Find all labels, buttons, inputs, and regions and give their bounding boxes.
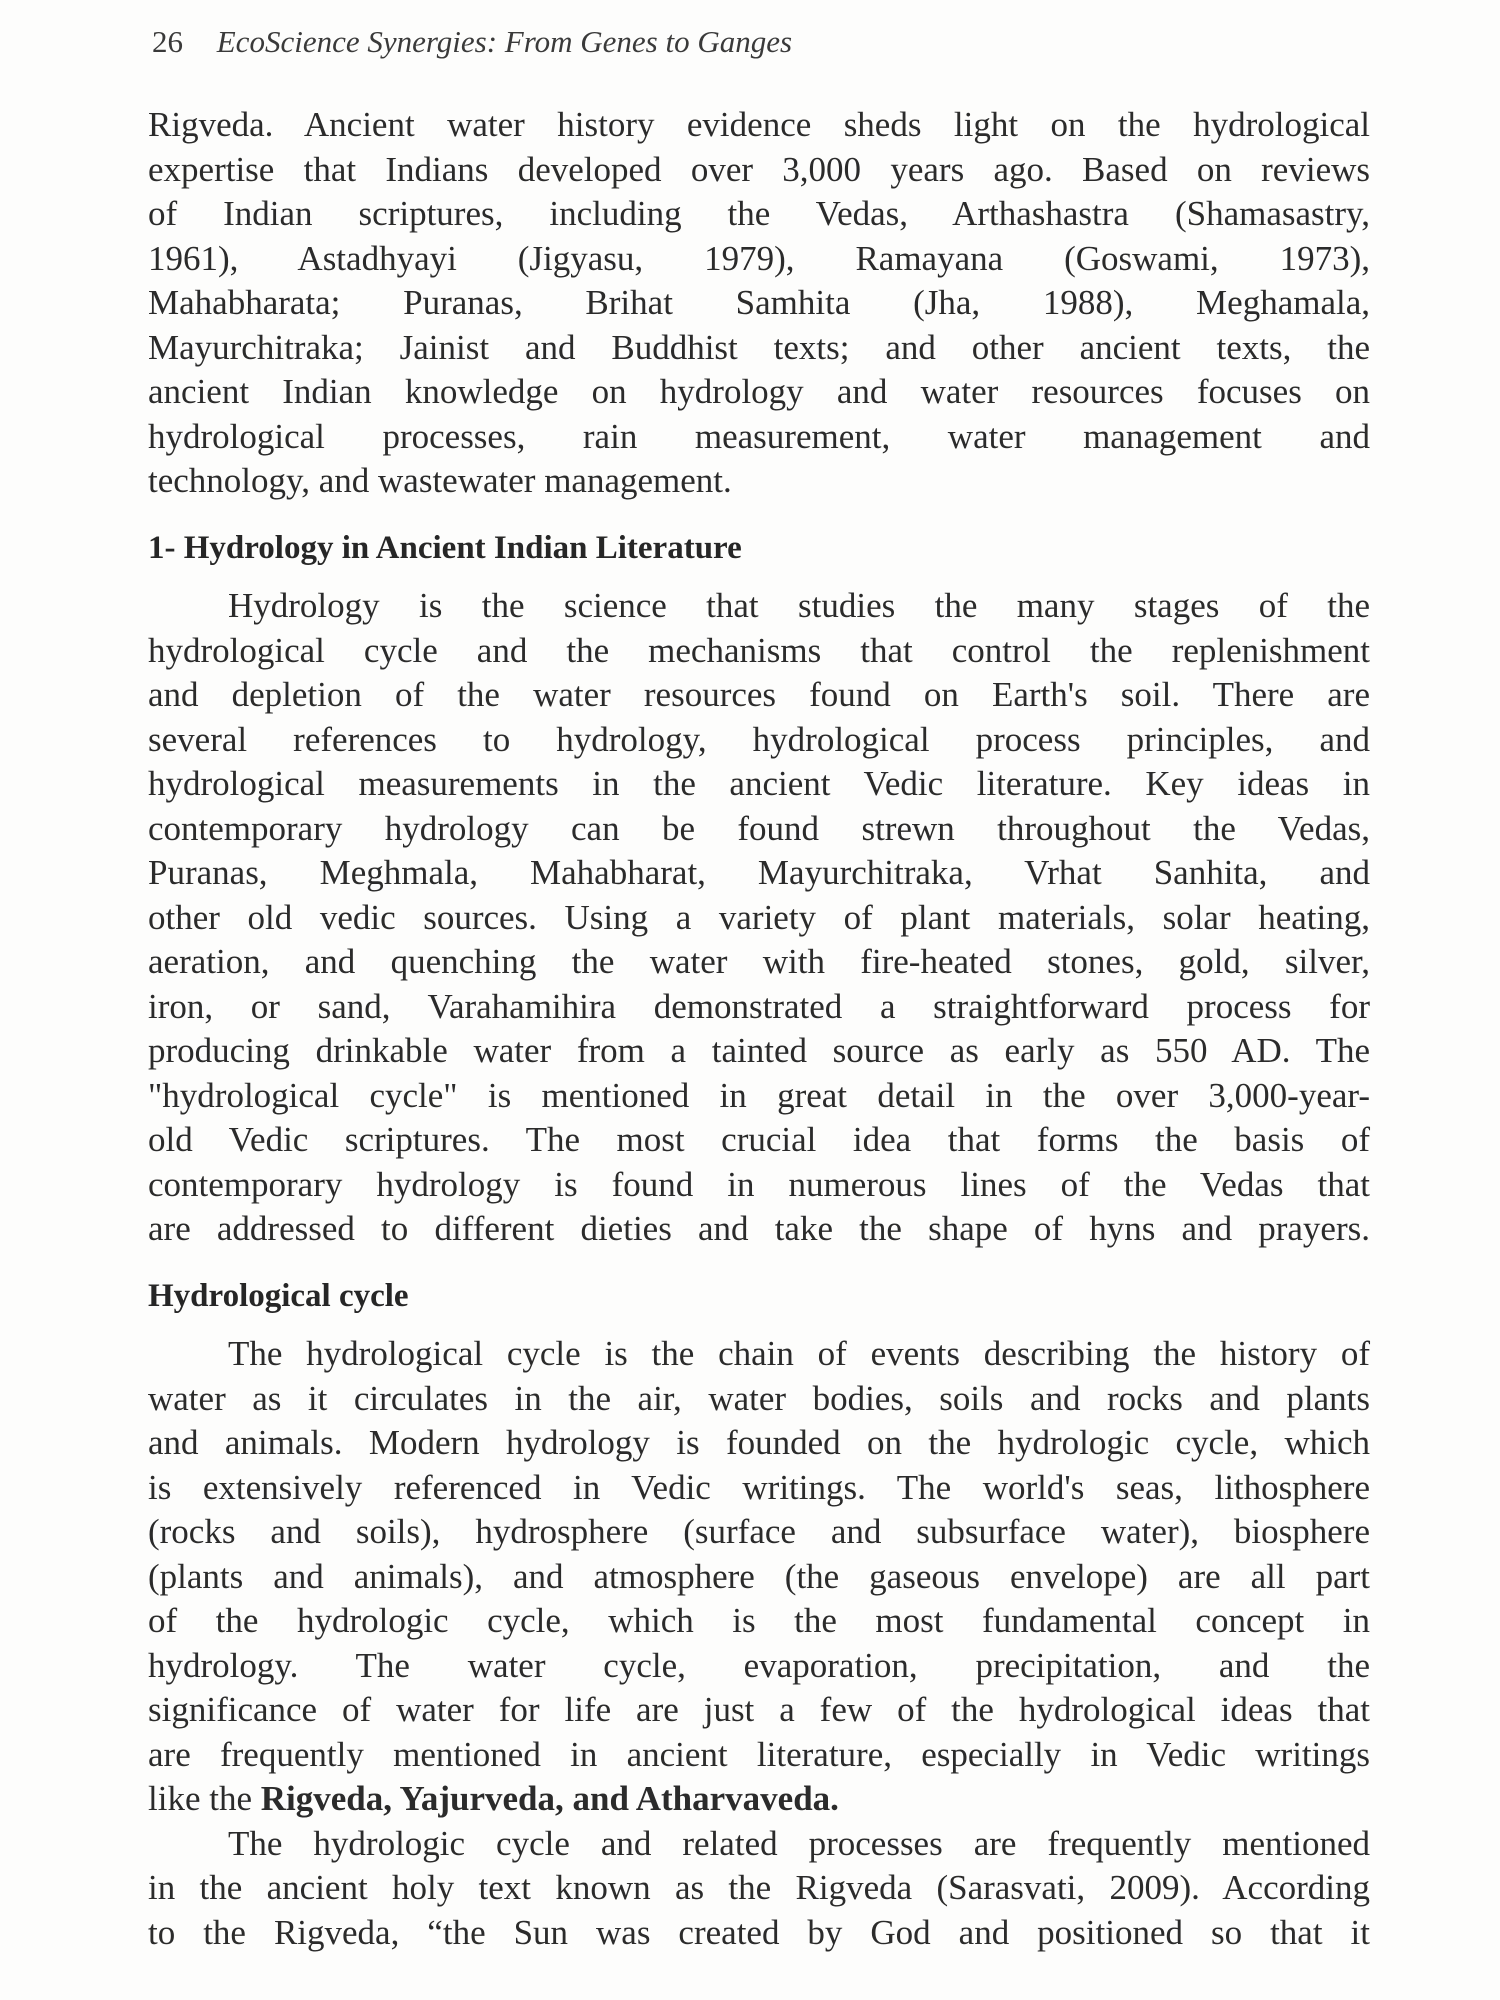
text-line: in the ancient holy text known as the Rigveda (Sarasvati, 2009). According: [148, 1868, 1370, 1907]
intro-paragraph: [148, 103, 1370, 504]
section-heading: 1- Hydrology in Ancient Indian Literature: [148, 529, 742, 566]
text-line: technology, and wastewater management.: [148, 461, 732, 500]
text-line: (rocks and soils), hydrosphere (surface and subsurface water), biosphere: [148, 1512, 1370, 1551]
text-line: producing drinkable water from a tainted source as early as 550 AD. The: [148, 1031, 1370, 1070]
text-line: contemporary hydrology can be found strewn throughout the Vedas,: [148, 808, 1370, 848]
running-header: [152, 24, 792, 60]
text-line: (plants and animals), and atmosphere (the gaseous envelope) are all part: [148, 1556, 1370, 1596]
text-line: and animals. Modern hydrology is founded on the hydrologic cycle, which: [148, 1423, 1370, 1462]
bold-vedas-list: Rigveda, Yajurveda, and Atharvaveda.: [260, 1779, 839, 1818]
text-line: hydrological processes, rain measurement, water management and: [148, 416, 1370, 456]
text-line: hydrological measurements in the ancient Vedic literature. Key ideas in: [148, 764, 1370, 803]
text-line: significance of water for life are just a few of the hydrological ideas that: [148, 1690, 1370, 1729]
section-heading: Hydrological cycle: [148, 1277, 409, 1314]
book-title: EcoScience Synergies: From Genes to Ganges: [216, 24, 793, 59]
text-line: Hydrology is the science that studies the many stages of the: [228, 586, 1370, 625]
text-line: contemporary hydrology is found in numerous lines of the Vedas that: [148, 1164, 1370, 1204]
text-line: of Indian scriptures, including the Vedas, Arthashastra (Shamasastry,: [148, 194, 1370, 233]
text-line: hydrology. The water cycle, evaporation, precipitation, and the: [148, 1645, 1370, 1685]
text-line: is extensively referenced in Vedic writings. The world's seas, lithosphere: [148, 1467, 1370, 1507]
page-body: [148, 103, 1370, 1955]
text-line: iron, or sand, Varahamihira demonstrated a straightforward process for: [148, 986, 1370, 1026]
text-line: Puranas, Meghmala, Mahabharat, Mayurchitraka, Vrhat Sanhita, and: [148, 853, 1370, 892]
text-line: Mayurchitraka; Jainist and Buddhist texts; and other ancient texts, the: [148, 327, 1370, 367]
text-line: several references to hydrology, hydrological process principles, and: [148, 719, 1370, 759]
text-line: Mahabharata; Puranas, Brihat Samhita (Jha, 1988), Meghamala,: [148, 283, 1370, 322]
text-line: water as it circulates in the air, water bodies, soils and rocks and plants: [148, 1378, 1370, 1418]
hydrology-paragraph: [148, 584, 1370, 1252]
text-run: like the: [148, 1779, 261, 1818]
text-line: old Vedic scriptures. The most crucial idea that forms the basis of: [148, 1120, 1370, 1159]
rigveda-paragraph: [148, 1822, 1370, 1956]
text-line: are frequently mentioned in ancient literature, especially in Vedic writings: [148, 1734, 1370, 1774]
text-line: expertise that Indians developed over 3,000 years ago. Based on reviews: [148, 149, 1370, 189]
text-line: The hydrological cycle is the chain of events describing the history of: [228, 1334, 1370, 1373]
text-line: Rigveda. Ancient water history evidence sheds light on the hydrological: [148, 105, 1370, 144]
text-line: to the Rigveda, “the Sun was created by God and positioned so that it: [148, 1912, 1370, 1952]
text-line: The hydrologic cycle and related processes are frequently mentioned: [228, 1823, 1370, 1863]
text-line: are addressed to different dieties and take the shape of hyns and prayers.: [148, 1209, 1370, 1248]
text-line: and depletion of the water resources found on Earth's soil. There are: [148, 675, 1370, 714]
hydrological-cycle-paragraph: [148, 1332, 1370, 1822]
text-line: 1961), Astadhyayi (Jigyasu, 1979), Ramayana (Goswami, 1973),: [148, 238, 1370, 278]
page-number: 26: [152, 24, 183, 59]
text-line: "hydrological cycle" is mentioned in great detail in the over 3,000-year-: [148, 1075, 1370, 1115]
text-line: hydrological cycle and the mechanisms that control the replenishment: [148, 630, 1370, 670]
text-line: aeration, and quenching the water with fire-heated stones, gold, silver,: [148, 942, 1370, 981]
text-line: ancient Indian knowledge on hydrology and water resources focuses on: [148, 372, 1370, 411]
text-line: of the hydrologic cycle, which is the most fundamental concept in: [148, 1601, 1370, 1640]
text-line: other old vedic sources. Using a variety of plant materials, solar heating,: [148, 897, 1370, 937]
text-line: [148, 1777, 1370, 1822]
